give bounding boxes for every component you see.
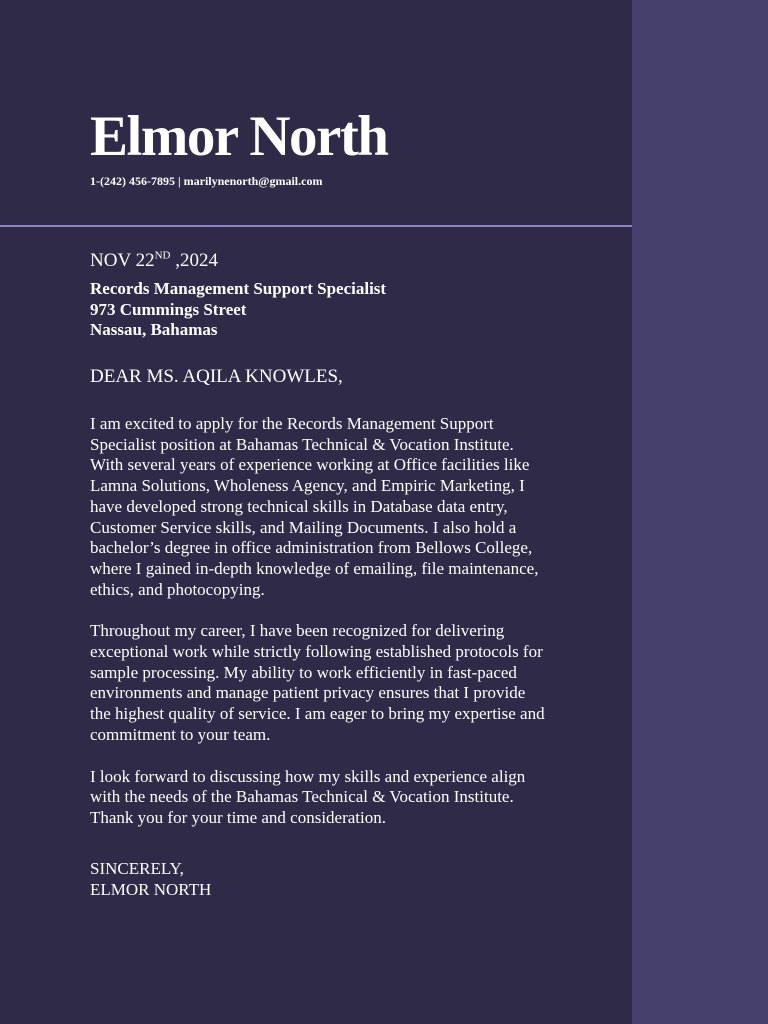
recipient-city: Nassau, Bahamas — [90, 320, 218, 339]
recipient-street: 973 Cummings Street — [90, 299, 247, 319]
date-year: ,2024 — [170, 250, 218, 271]
closing-phrase: SINCERELY, — [90, 859, 184, 878]
closing-block — [90, 858, 211, 900]
recipient-title: Records Management Support Specialist — [90, 279, 387, 298]
recipient-block — [90, 279, 386, 341]
date-ordinal-suffix: ND — [154, 249, 171, 262]
sender-name: Elmor North — [90, 105, 388, 168]
side-color-panel — [632, 0, 768, 1024]
body-paragraph-2: Throughout my career, I have been recognized for delivering exceptional work while strictly following established protocols for sample processing. My ability to work efficiently in fast-paced environments and manage patient privacy ensures that I provide the highest quality of service. I am eager to bring my expertise and commitment to your team. — [90, 621, 545, 744]
signature-name: ELMOR NORTH — [90, 880, 212, 899]
letter-date — [90, 249, 218, 273]
body-paragraph-1: I am excited to apply for the Records Management Support Specialist position at Bahamas Technical & Vocation Institute. With several years of experience working at Office facilities like Lamna Solutions, Wholeness Agency, and Empiric Marketing, I have developed strong technical skills in Database data entry, Customer Service skills, and Mailing Documents. I also hold a bachelor’s degree in office administration from Bellows College, where I gained in-depth knowledge of emailing, file maintenance, ethics, and photocopying. — [90, 414, 539, 599]
sender-contact-line: 1-(242) 456-7895 | marilynenorth@gmail.com — [90, 174, 323, 188]
salutation: DEAR MS. AQILA KNOWLES, — [90, 366, 343, 387]
body-paragraph-3: I look forward to discussing how my skills and experience align with the needs of the Bahamas Technical & Vocation Institute. Thank you for your time and consideration. — [90, 766, 526, 827]
letter-body — [90, 414, 550, 850]
header-divider — [0, 225, 632, 227]
date-month-day: NOV 22 — [90, 250, 155, 271]
